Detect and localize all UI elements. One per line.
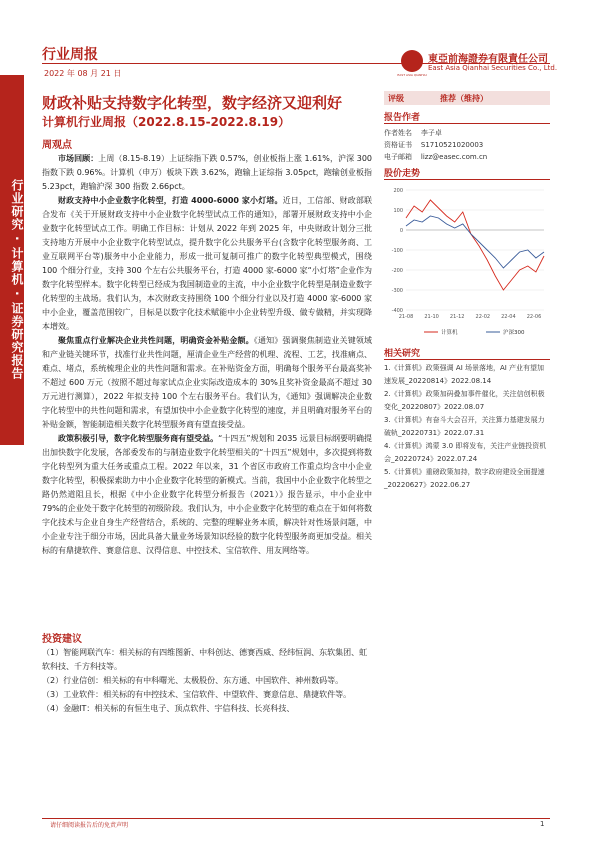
related-heading: 相关研究 bbox=[384, 349, 421, 359]
chart-heading: 股价走势 bbox=[384, 169, 421, 179]
series-line bbox=[406, 216, 544, 268]
company-name-en: East Asia Qianhai Securities Co., Ltd. bbox=[428, 64, 558, 72]
email-row: 电子邮箱 lizz@easec.com.cn bbox=[384, 153, 488, 161]
y-tick-label: -100 bbox=[391, 248, 403, 254]
section-title: 行业周报 bbox=[42, 47, 98, 63]
sidebar-label: 行业研究 · 计算机 · 证券研究报告 bbox=[0, 75, 24, 445]
y-tick-label: -300 bbox=[391, 288, 403, 294]
y-tick-label: 0 bbox=[399, 228, 403, 234]
related-divider bbox=[384, 359, 550, 360]
chart-grid bbox=[406, 190, 544, 310]
paragraph-finance: 财政支持中小企业数字化转型，打造 4000-6000 家小灯塔。近日，工信部、财政部联合发布《关于开展财政支持中小企业数字化转型试点工作的通知》，部署开展财政支持中小企业数字化转型试点工作。明确工作目标：计划从 2022 年到 2025 年，中央财政计划分三批支持地方开展中小企业数字化转型试点，提升数字化公共服务平台(含数字化转型服务商、工业互联网平台等)服务中小企业能力，形成一批可复制可推广的数字化转型典型模式，围绕 100 个细分行业，支持 300 个左右公共服务平台，打造 4000 家-6000 家“小灯塔”企业作为数字化转型样本。数字化转型已经成为我国制造业的主流，中小企业数字化转型是制造业数字化转型的主战场。我们认为，本次财政支持围绕 100 个细分行业以及打造 4000 家-6000 家中小企业，覆盖范围较广，目标是以数字化技术赋能中小企业转型升级、做专做精，并实现降本增效。 bbox=[42, 196, 373, 331]
chart-lines bbox=[406, 200, 544, 290]
report-title: 财政补贴支持数字化转型，数字经济又迎利好 bbox=[42, 94, 343, 112]
y-tick-label: 100 bbox=[393, 208, 403, 214]
y-tick-label: 200 bbox=[393, 188, 403, 194]
related-list bbox=[384, 362, 550, 492]
rating-band bbox=[384, 91, 550, 105]
invest-heading: 投资建议 bbox=[42, 634, 82, 645]
related-item[interactable]: 1.《计算机》政策强调 AI 场景落地，AI 产业有望加速发展_20220814》2022.08.14 bbox=[384, 364, 545, 385]
author-heading: 报告作者 bbox=[384, 113, 421, 123]
related-item[interactable]: 4.《计算机》鸿蒙 3.0 即将发布，关注产业链投资机会_20220724》2022.07.24 bbox=[384, 442, 547, 463]
y-tick-label: -400 bbox=[391, 308, 403, 314]
price-chart bbox=[384, 182, 550, 342]
invest-item: （4）金融IT：相关标的有恒生电子、顶点软件、宇信科技、长亮科技、 bbox=[42, 704, 295, 713]
x-tick-label: 22-04 bbox=[501, 314, 516, 320]
author-divider bbox=[384, 123, 550, 124]
paragraph-policy: 政策积极引导，数字化转型服务商有望受益。“十四五”规划和 2035 远景目标纲要明确提出加快数字化发展，各部委发布的与制造业数字化转型相关的“十四五”规划中，多次提到将数字化转型列为重大任务或重点工程。2022 年以来，31 个省区市政府工作重点均含中小企业数字化转型，积极探索助力中小企业数字化转型的新模式。当前，我国中小企业数字化转型之路仍然道阻且长，根据《中小企业数字化转型分析报告（2021）》报告显示，中小企业中 79%的企业处于数字化转型的初级阶段。我们认为，中小企业数字化转型的难点在于如何将数字化技术与企业自身生产经营结合，系统的、完整的理解业务本质，解决针对性场景问题，中小企业专注于细分市场，因此具备大量业务场景知识经验的数字化转型服务商更加受益。相关标的有鼎捷软件、赛意信息、汉得信息、中控技术、宝信软件、用友网络等。 bbox=[42, 434, 372, 555]
invest-item: （1）智能网联汽车：相关标的有四维图新、中科创达、德赛西威、经纬恒润、东软集团、虹软科技、千方科技等。 bbox=[42, 648, 368, 671]
logo-sub-text: EAST ASIA QIANHAI bbox=[397, 73, 427, 77]
series-line bbox=[406, 200, 544, 290]
related-item[interactable]: 3.《计算机》有奋斗大会召开，关注算力基建发展力破轨_20220731》2022.07.31 bbox=[384, 416, 545, 437]
report-subtitle: 计算机行业周报（2022.8.15-2022.8.19） bbox=[42, 115, 291, 129]
company-name-cn: 東亞前海證券有限責任公司 bbox=[428, 54, 548, 65]
cert-row: 资格证书 S1710521020003 bbox=[384, 141, 484, 149]
company-logo-icon bbox=[401, 50, 423, 72]
chart-divider bbox=[384, 179, 550, 180]
related-item[interactable]: 5.《计算机》重磅政策加持，数字政府建设全面提速_20220627》2022.06.27 bbox=[384, 468, 545, 489]
paragraph-focus: 聚焦重点行业解决企业共性问题，明确资金补贴金额。《通知》强调聚焦制造业关键领域和产业链关键环节，找准行业共性问题，厘清企业生产经营的机理、流程、工艺，找准痛点、难点、堵点，系统梳理企业的共性问题和需求。在补贴资金方面，明确每个服务平台最高奖补不超过 600 万元（按照不超过每家试点企业实际改造成本的 30%且奖补资金最高不超过 30 万元进行测算），2022 年拟支持 100 个左右服务平台。我们认为，《通知》强调解决企业数字化转型中的共性问题和需求，有望加快中小企业数字化转型的速度，并且明确对服务平台的补贴金额，智能制造相关数字化转型服务商有望直接受益。 bbox=[42, 336, 373, 429]
x-tick-label: 21-08 bbox=[398, 314, 414, 320]
x-tick-label: 22-06 bbox=[526, 314, 542, 320]
footer-disclaimer: 请仔细阅读报告后的免责声明 bbox=[50, 822, 129, 829]
invest-list bbox=[42, 646, 372, 716]
footer-divider bbox=[42, 818, 550, 819]
legend-label: 计算机 bbox=[441, 330, 458, 336]
x-tick-label: 21-12 bbox=[449, 314, 465, 320]
paragraph-market: 市场回顾：上周（8.15-8.19）上证综指下跌 0.57%，创业板指上涨 1.61%，沪深 300 指数下跌 0.96%。计算机（申万）板块下跌 3.62%，跑输上证综指 3.05pct，跑输创业板指 5.23pct，跑输沪深 300 指数 2.66pct。 bbox=[42, 154, 373, 191]
x-tick-label: 22-02 bbox=[475, 314, 491, 320]
related-item[interactable]: 2.《计算机》政策加码叠加事件催化，关注信创积极变化_20220807》2022.08.07 bbox=[384, 390, 545, 411]
report-date: 2022 年 08 月 21 日 bbox=[44, 69, 122, 78]
main-body bbox=[42, 152, 372, 558]
view-heading: 周观点 bbox=[42, 140, 72, 151]
x-tick-label: 21-10 bbox=[424, 314, 439, 320]
invest-item: （3）工业软件：相关标的有中控技术、宝信软件、中望软件、赛意信息、鼎捷软件等。 bbox=[42, 690, 352, 699]
page-number: 1 bbox=[540, 820, 545, 828]
rating-value: 推荐（维持） bbox=[440, 94, 488, 103]
author-name-row: 作者姓名 李子卓 bbox=[384, 129, 442, 137]
invest-item: （2）行业信创：相关标的有中科曙光、太极股份、东方通、中国软件、神州数码等。 bbox=[42, 676, 344, 685]
y-tick-label: -200 bbox=[391, 268, 403, 274]
rating-label: 评级 bbox=[388, 94, 404, 103]
legend-label: 沪深300 bbox=[503, 330, 525, 336]
